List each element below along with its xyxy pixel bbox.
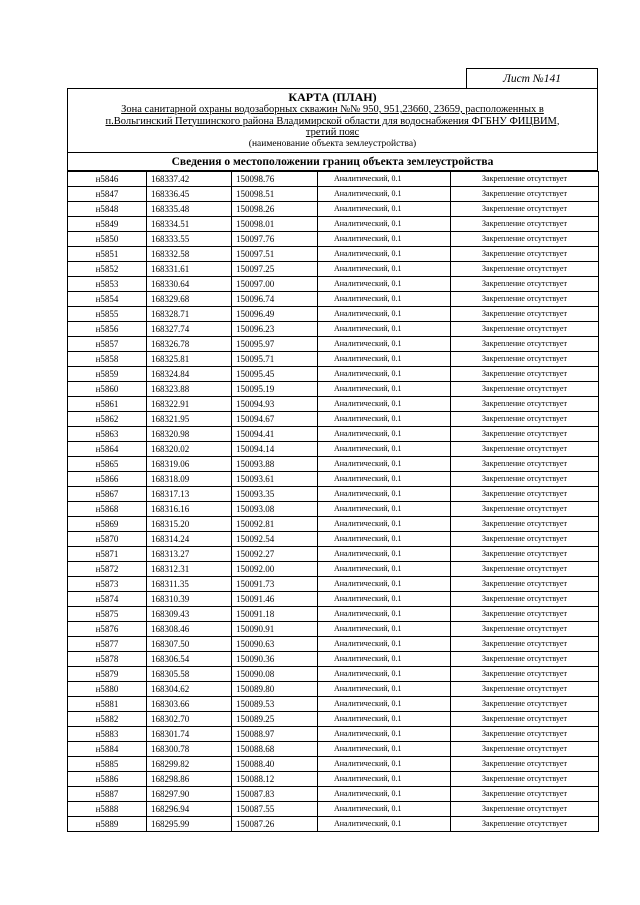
y-coordinate-cell: 150095.97 xyxy=(232,337,318,352)
point-name-cell: н5884 xyxy=(68,742,147,757)
method-cell: Аналитический, 0.1 xyxy=(318,247,451,262)
y-coordinate-cell: 150096.74 xyxy=(232,292,318,307)
table-row xyxy=(68,457,599,472)
method-cell: Аналитический, 0.1 xyxy=(318,757,451,772)
y-coordinate-cell: 150087.26 xyxy=(232,817,318,832)
fixation-cell: Закрепление отсутствует xyxy=(451,277,599,292)
fixation-cell: Закрепление отсутствует xyxy=(451,532,599,547)
fixation-cell: Закрепление отсутствует xyxy=(451,517,599,532)
y-coordinate-cell: 150092.27 xyxy=(232,547,318,562)
fixation-cell: Закрепление отсутствует xyxy=(451,247,599,262)
x-coordinate-cell: 168307.50 xyxy=(147,637,232,652)
method-cell: Аналитический, 0.1 xyxy=(318,292,451,307)
method-cell: Аналитический, 0.1 xyxy=(318,517,451,532)
method-cell: Аналитический, 0.1 xyxy=(318,277,451,292)
point-name-cell: н5860 xyxy=(68,382,147,397)
x-coordinate-cell: 168326.78 xyxy=(147,337,232,352)
fixation-cell: Закрепление отсутствует xyxy=(451,322,599,337)
method-cell: Аналитический, 0.1 xyxy=(318,697,451,712)
point-name-cell: н5866 xyxy=(68,472,147,487)
fixation-cell: Закрепление отсутствует xyxy=(451,187,599,202)
x-coordinate-cell: 168309.43 xyxy=(147,607,232,622)
fixation-cell: Закрепление отсутствует xyxy=(451,307,599,322)
table-row xyxy=(68,172,599,187)
point-name-cell: н5859 xyxy=(68,367,147,382)
x-coordinate-cell: 168295.99 xyxy=(147,817,232,832)
method-cell: Аналитический, 0.1 xyxy=(318,742,451,757)
y-coordinate-cell: 150091.73 xyxy=(232,577,318,592)
y-coordinate-cell: 150091.46 xyxy=(232,592,318,607)
y-coordinate-cell: 150093.08 xyxy=(232,502,318,517)
method-cell: Аналитический, 0.1 xyxy=(318,817,451,832)
point-name-cell: н5880 xyxy=(68,682,147,697)
fixation-cell: Закрепление отсутствует xyxy=(451,442,599,457)
x-coordinate-cell: 168317.13 xyxy=(147,487,232,502)
x-coordinate-cell: 168311.35 xyxy=(147,577,232,592)
method-cell: Аналитический, 0.1 xyxy=(318,682,451,697)
x-coordinate-cell: 168296.94 xyxy=(147,802,232,817)
table-row xyxy=(68,697,599,712)
x-coordinate-cell: 168328.71 xyxy=(147,307,232,322)
document-subtitle-line-1: Зона санитарной охраны водозаборных скважин №№ 950, 951,23660, 23659, расположенных в xyxy=(121,104,544,115)
point-name-cell: н5886 xyxy=(68,772,147,787)
x-coordinate-cell: 168302.70 xyxy=(147,712,232,727)
x-coordinate-cell: 168337.42 xyxy=(147,172,232,187)
table-row xyxy=(68,367,599,382)
table-row xyxy=(68,592,599,607)
table-row xyxy=(68,262,599,277)
fixation-cell: Закрепление отсутствует xyxy=(451,172,599,187)
y-coordinate-cell: 150088.12 xyxy=(232,772,318,787)
method-cell: Аналитический, 0.1 xyxy=(318,412,451,427)
table-row xyxy=(68,322,599,337)
x-coordinate-cell: 168315.20 xyxy=(147,517,232,532)
method-cell: Аналитический, 0.1 xyxy=(318,442,451,457)
method-cell: Аналитический, 0.1 xyxy=(318,472,451,487)
fixation-cell: Закрепление отсутствует xyxy=(451,592,599,607)
method-cell: Аналитический, 0.1 xyxy=(318,457,451,472)
y-coordinate-cell: 150095.19 xyxy=(232,382,318,397)
x-coordinate-cell: 168297.90 xyxy=(147,787,232,802)
method-cell: Аналитический, 0.1 xyxy=(318,637,451,652)
x-coordinate-cell: 168332.58 xyxy=(147,247,232,262)
x-coordinate-cell: 168324.84 xyxy=(147,367,232,382)
document-header xyxy=(67,88,598,153)
boundary-points-table xyxy=(67,171,599,832)
fixation-cell: Закрепление отсутствует xyxy=(451,262,599,277)
y-coordinate-cell: 150090.36 xyxy=(232,652,318,667)
method-cell: Аналитический, 0.1 xyxy=(318,652,451,667)
fixation-cell: Закрепление отсутствует xyxy=(451,712,599,727)
method-cell: Аналитический, 0.1 xyxy=(318,577,451,592)
y-coordinate-cell: 150093.61 xyxy=(232,472,318,487)
y-coordinate-cell: 150090.63 xyxy=(232,637,318,652)
y-coordinate-cell: 150087.83 xyxy=(232,787,318,802)
y-coordinate-cell: 150089.53 xyxy=(232,697,318,712)
y-coordinate-cell: 150089.25 xyxy=(232,712,318,727)
table-row xyxy=(68,397,599,412)
y-coordinate-cell: 150088.97 xyxy=(232,727,318,742)
fixation-cell: Закрепление отсутствует xyxy=(451,742,599,757)
table-row xyxy=(68,217,599,232)
method-cell: Аналитический, 0.1 xyxy=(318,217,451,232)
table-row xyxy=(68,442,599,457)
table-row xyxy=(68,247,599,262)
table-row xyxy=(68,562,599,577)
point-name-cell: н5881 xyxy=(68,697,147,712)
fixation-cell: Закрепление отсутствует xyxy=(451,232,599,247)
fixation-cell: Закрепление отсутствует xyxy=(451,682,599,697)
table-row xyxy=(68,412,599,427)
point-name-cell: н5867 xyxy=(68,487,147,502)
point-name-cell: н5858 xyxy=(68,352,147,367)
point-name-cell: н5854 xyxy=(68,292,147,307)
method-cell: Аналитический, 0.1 xyxy=(318,322,451,337)
method-cell: Аналитический, 0.1 xyxy=(318,487,451,502)
y-coordinate-cell: 150089.80 xyxy=(232,682,318,697)
method-cell: Аналитический, 0.1 xyxy=(318,307,451,322)
point-name-cell: н5850 xyxy=(68,232,147,247)
fixation-cell: Закрепление отсутствует xyxy=(451,562,599,577)
point-name-cell: н5863 xyxy=(68,427,147,442)
table-row xyxy=(68,772,599,787)
y-coordinate-cell: 150092.54 xyxy=(232,532,318,547)
point-name-cell: н5872 xyxy=(68,562,147,577)
point-name-cell: н5873 xyxy=(68,577,147,592)
table-row xyxy=(68,337,599,352)
fixation-cell: Закрепление отсутствует xyxy=(451,577,599,592)
fixation-cell: Закрепление отсутствует xyxy=(451,352,599,367)
x-coordinate-cell: 168313.27 xyxy=(147,547,232,562)
method-cell: Аналитический, 0.1 xyxy=(318,232,451,247)
fixation-cell: Закрепление отсутствует xyxy=(451,697,599,712)
table-row xyxy=(68,607,599,622)
table-row xyxy=(68,532,599,547)
point-name-cell: н5882 xyxy=(68,712,147,727)
x-coordinate-cell: 168329.68 xyxy=(147,292,232,307)
sheet-number: Лист №141 xyxy=(466,68,598,88)
point-name-cell: н5870 xyxy=(68,532,147,547)
method-cell: Аналитический, 0.1 xyxy=(318,187,451,202)
fixation-cell: Закрепление отсутствует xyxy=(451,487,599,502)
fixation-cell: Закрепление отсутствует xyxy=(451,667,599,682)
method-cell: Аналитический, 0.1 xyxy=(318,562,451,577)
table-row xyxy=(68,802,599,817)
fixation-cell: Закрепление отсутствует xyxy=(451,397,599,412)
fixation-cell: Закрепление отсутствует xyxy=(451,382,599,397)
x-coordinate-cell: 168312.31 xyxy=(147,562,232,577)
fixation-cell: Закрепление отсутствует xyxy=(451,772,599,787)
table-row xyxy=(68,382,599,397)
table-row xyxy=(68,727,599,742)
point-name-cell: н5874 xyxy=(68,592,147,607)
point-name-cell: н5877 xyxy=(68,637,147,652)
section-title: Сведения о местоположении границ объекта землеустройства xyxy=(67,153,598,171)
fixation-cell: Закрепление отсутствует xyxy=(451,367,599,382)
x-coordinate-cell: 168327.74 xyxy=(147,322,232,337)
x-coordinate-cell: 168323.88 xyxy=(147,382,232,397)
fixation-cell: Закрепление отсутствует xyxy=(451,787,599,802)
fixation-cell: Закрепление отсутствует xyxy=(451,607,599,622)
method-cell: Аналитический, 0.1 xyxy=(318,607,451,622)
fixation-cell: Закрепление отсутствует xyxy=(451,637,599,652)
x-coordinate-cell: 168325.81 xyxy=(147,352,232,367)
point-name-cell: н5862 xyxy=(68,412,147,427)
y-coordinate-cell: 150096.49 xyxy=(232,307,318,322)
fixation-cell: Закрепление отсутствует xyxy=(451,817,599,832)
method-cell: Аналитический, 0.1 xyxy=(318,727,451,742)
table-row xyxy=(68,427,599,442)
x-coordinate-cell: 168316.16 xyxy=(147,502,232,517)
point-name-cell: н5871 xyxy=(68,547,147,562)
x-coordinate-cell: 168298.86 xyxy=(147,772,232,787)
fixation-cell: Закрепление отсутствует xyxy=(451,757,599,772)
table-row xyxy=(68,577,599,592)
method-cell: Аналитический, 0.1 xyxy=(318,592,451,607)
table-row xyxy=(68,307,599,322)
x-coordinate-cell: 168306.54 xyxy=(147,652,232,667)
document-subtitle-line-2: п.Вольгинский Петушинского района Владимирской области для водоснабжения ФГБНУ ФИЦВИМ, xyxy=(105,115,560,127)
fixation-cell: Закрепление отсутствует xyxy=(451,202,599,217)
fixation-cell: Закрепление отсутствует xyxy=(451,652,599,667)
document-title: КАРТА (ПЛАН) xyxy=(288,90,377,104)
fixation-cell: Закрепление отсутствует xyxy=(451,802,599,817)
point-name-cell: н5857 xyxy=(68,337,147,352)
x-coordinate-cell: 168300.78 xyxy=(147,742,232,757)
y-coordinate-cell: 150088.40 xyxy=(232,757,318,772)
table-row xyxy=(68,472,599,487)
table-row xyxy=(68,637,599,652)
y-coordinate-cell: 150090.91 xyxy=(232,622,318,637)
method-cell: Аналитический, 0.1 xyxy=(318,667,451,682)
point-name-cell: н5875 xyxy=(68,607,147,622)
y-coordinate-cell: 150092.00 xyxy=(232,562,318,577)
point-name-cell: н5853 xyxy=(68,277,147,292)
table-row xyxy=(68,547,599,562)
y-coordinate-cell: 150094.93 xyxy=(232,397,318,412)
method-cell: Аналитический, 0.1 xyxy=(318,547,451,562)
table-row xyxy=(68,277,599,292)
x-coordinate-cell: 168299.82 xyxy=(147,757,232,772)
table-row xyxy=(68,742,599,757)
point-name-cell: н5885 xyxy=(68,757,147,772)
point-name-cell: н5868 xyxy=(68,502,147,517)
fixation-cell: Закрепление отсутствует xyxy=(451,622,599,637)
x-coordinate-cell: 168334.51 xyxy=(147,217,232,232)
document-subtitle-line-3: третий пояс xyxy=(305,127,360,138)
fixation-cell: Закрепление отсутствует xyxy=(451,502,599,517)
y-coordinate-cell: 150088.68 xyxy=(232,742,318,757)
point-name-cell: н5864 xyxy=(68,442,147,457)
fixation-cell: Закрепление отсутствует xyxy=(451,217,599,232)
table-row xyxy=(68,757,599,772)
y-coordinate-cell: 150095.45 xyxy=(232,367,318,382)
point-name-cell: н5852 xyxy=(68,262,147,277)
point-name-cell: н5876 xyxy=(68,622,147,637)
table-row xyxy=(68,502,599,517)
table-row xyxy=(68,682,599,697)
x-coordinate-cell: 168320.02 xyxy=(147,442,232,457)
y-coordinate-cell: 150094.41 xyxy=(232,427,318,442)
x-coordinate-cell: 168305.58 xyxy=(147,667,232,682)
fixation-cell: Закрепление отсутствует xyxy=(451,337,599,352)
table-row xyxy=(68,817,599,832)
point-name-cell: н5878 xyxy=(68,652,147,667)
y-coordinate-cell: 150098.26 xyxy=(232,202,318,217)
x-coordinate-cell: 168320.98 xyxy=(147,427,232,442)
y-coordinate-cell: 150094.67 xyxy=(232,412,318,427)
point-name-cell: н5887 xyxy=(68,787,147,802)
x-coordinate-cell: 168322.91 xyxy=(147,397,232,412)
x-coordinate-cell: 168321.95 xyxy=(147,412,232,427)
fixation-cell: Закрепление отсутствует xyxy=(451,292,599,307)
y-coordinate-cell: 150087.55 xyxy=(232,802,318,817)
point-name-cell: н5849 xyxy=(68,217,147,232)
y-coordinate-cell: 150096.23 xyxy=(232,322,318,337)
x-coordinate-cell: 168304.62 xyxy=(147,682,232,697)
point-name-cell: н5889 xyxy=(68,817,147,832)
method-cell: Аналитический, 0.1 xyxy=(318,532,451,547)
y-coordinate-cell: 150097.51 xyxy=(232,247,318,262)
method-cell: Аналитический, 0.1 xyxy=(318,367,451,382)
x-coordinate-cell: 168314.24 xyxy=(147,532,232,547)
point-name-cell: н5879 xyxy=(68,667,147,682)
y-coordinate-cell: 150097.25 xyxy=(232,262,318,277)
method-cell: Аналитический, 0.1 xyxy=(318,382,451,397)
y-coordinate-cell: 150091.18 xyxy=(232,607,318,622)
table-row xyxy=(68,202,599,217)
fixation-cell: Закрепление отсутствует xyxy=(451,547,599,562)
point-name-cell: н5851 xyxy=(68,247,147,262)
point-name-cell: н5869 xyxy=(68,517,147,532)
table-row xyxy=(68,517,599,532)
y-coordinate-cell: 150098.76 xyxy=(232,172,318,187)
method-cell: Аналитический, 0.1 xyxy=(318,172,451,187)
method-cell: Аналитический, 0.1 xyxy=(318,502,451,517)
x-coordinate-cell: 168335.48 xyxy=(147,202,232,217)
x-coordinate-cell: 168303.66 xyxy=(147,697,232,712)
x-coordinate-cell: 168319.06 xyxy=(147,457,232,472)
table-row xyxy=(68,652,599,667)
x-coordinate-cell: 168301.74 xyxy=(147,727,232,742)
method-cell: Аналитический, 0.1 xyxy=(318,352,451,367)
table-row xyxy=(68,787,599,802)
table-row xyxy=(68,187,599,202)
x-coordinate-cell: 168330.64 xyxy=(147,277,232,292)
point-name-cell: н5848 xyxy=(68,202,147,217)
point-name-cell: н5855 xyxy=(68,307,147,322)
y-coordinate-cell: 150095.71 xyxy=(232,352,318,367)
fixation-cell: Закрепление отсутствует xyxy=(451,412,599,427)
method-cell: Аналитический, 0.1 xyxy=(318,772,451,787)
method-cell: Аналитический, 0.1 xyxy=(318,787,451,802)
y-coordinate-cell: 150093.88 xyxy=(232,457,318,472)
fixation-cell: Закрепление отсутствует xyxy=(451,727,599,742)
point-name-cell: н5847 xyxy=(68,187,147,202)
method-cell: Аналитический, 0.1 xyxy=(318,397,451,412)
y-coordinate-cell: 150097.00 xyxy=(232,277,318,292)
table-row xyxy=(68,352,599,367)
fixation-cell: Закрепление отсутствует xyxy=(451,472,599,487)
x-coordinate-cell: 168310.39 xyxy=(147,592,232,607)
point-name-cell: н5846 xyxy=(68,172,147,187)
x-coordinate-cell: 168308.46 xyxy=(147,622,232,637)
document-caption: (наименование объекта землеустройства) xyxy=(248,138,417,149)
y-coordinate-cell: 150098.01 xyxy=(232,217,318,232)
method-cell: Аналитический, 0.1 xyxy=(318,712,451,727)
point-name-cell: н5883 xyxy=(68,727,147,742)
fixation-cell: Закрепление отсутствует xyxy=(451,427,599,442)
table-row xyxy=(68,292,599,307)
table-row xyxy=(68,232,599,247)
table-row xyxy=(68,622,599,637)
fixation-cell: Закрепление отсутствует xyxy=(451,457,599,472)
x-coordinate-cell: 168318.09 xyxy=(147,472,232,487)
y-coordinate-cell: 150094.14 xyxy=(232,442,318,457)
method-cell: Аналитический, 0.1 xyxy=(318,802,451,817)
table-row xyxy=(68,712,599,727)
y-coordinate-cell: 150093.35 xyxy=(232,487,318,502)
table-row xyxy=(68,667,599,682)
point-name-cell: н5856 xyxy=(68,322,147,337)
x-coordinate-cell: 168336.45 xyxy=(147,187,232,202)
method-cell: Аналитический, 0.1 xyxy=(318,427,451,442)
method-cell: Аналитический, 0.1 xyxy=(318,337,451,352)
method-cell: Аналитический, 0.1 xyxy=(318,622,451,637)
point-name-cell: н5865 xyxy=(68,457,147,472)
table-row xyxy=(68,487,599,502)
method-cell: Аналитический, 0.1 xyxy=(318,202,451,217)
y-coordinate-cell: 150097.76 xyxy=(232,232,318,247)
y-coordinate-cell: 150098.51 xyxy=(232,187,318,202)
y-coordinate-cell: 150092.81 xyxy=(232,517,318,532)
point-name-cell: н5861 xyxy=(68,397,147,412)
point-name-cell: н5888 xyxy=(68,802,147,817)
x-coordinate-cell: 168331.61 xyxy=(147,262,232,277)
x-coordinate-cell: 168333.55 xyxy=(147,232,232,247)
method-cell: Аналитический, 0.1 xyxy=(318,262,451,277)
y-coordinate-cell: 150090.08 xyxy=(232,667,318,682)
